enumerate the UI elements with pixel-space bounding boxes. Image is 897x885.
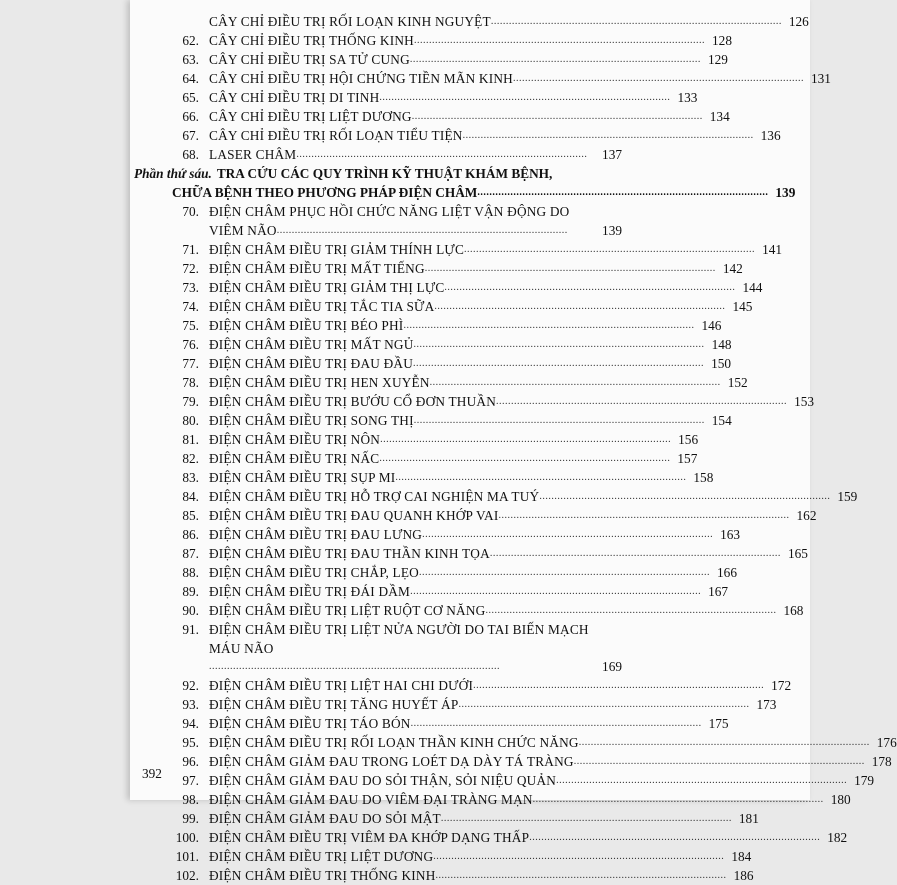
dot-leader: ................................................................................................. (556, 775, 848, 786)
dot-leader: ................................................................................................. (433, 851, 725, 862)
entry-title: ĐIỆN CHÂM ĐIỀU TRỊ TÁO BÓN (209, 716, 411, 731)
entry-title: ĐIỆN CHÂM ĐIỀU TRỊ THỐNG KINH (209, 868, 436, 883)
toc-entry (172, 563, 737, 582)
dot-leader: ................................................................................................. (440, 813, 732, 824)
entry-number: 65. (182, 90, 199, 105)
entry-number: 62. (182, 33, 199, 48)
dot-leader: ................................................................................................. (473, 680, 765, 691)
entry-title: ĐIỆN CHÂM ĐIỀU TRỊ MẤT TIẾNG (209, 261, 425, 276)
toc-entry (172, 695, 777, 714)
entry-page-number: 165 (787, 546, 808, 561)
dot-leader: ................................................................................................. (532, 794, 824, 805)
entry-page-number: 173 (756, 697, 777, 712)
entry-number: 66. (182, 109, 199, 124)
section-page-number: 139 (775, 185, 796, 200)
entry-number: 88. (182, 565, 199, 580)
entry-page-number: 169 (602, 659, 622, 674)
entry-number: 102. (175, 868, 199, 883)
toc-entry (172, 411, 732, 430)
entry-page-number: 182 (827, 830, 848, 845)
entry-number: 83. (182, 470, 199, 485)
entry-title: LASER CHÂM (209, 147, 297, 162)
toc-entry (172, 354, 732, 373)
dot-leader: ................................................................................................. (578, 737, 870, 748)
entry-page-number: 154 (711, 413, 732, 428)
dot-leader: ................................................................................................. (409, 54, 701, 65)
entry-title: ĐIỆN CHÂM ĐIỀU TRỊ NÔN (209, 432, 381, 447)
entry-title: ĐIỆN CHÂM ĐIỀU TRỊ HỖ TRỢ CAI NGHIỆN MA TUÝ (209, 489, 540, 504)
dot-leader: ................................................................................................. (489, 548, 781, 559)
entry-page-number: 172 (771, 678, 792, 693)
entry-page-number: 181 (738, 811, 759, 826)
toc-entry (172, 866, 754, 885)
dot-leader: ................................................................................................. (529, 832, 821, 843)
toc-entry (172, 601, 804, 620)
entry-page-number: 150 (711, 356, 732, 371)
dot-leader: ................................................................................................. (413, 358, 705, 369)
entry-number: 92. (182, 678, 199, 693)
entry-number: 90. (182, 603, 199, 618)
dot-leader: ................................................................................................. (462, 130, 754, 141)
toc-entry (172, 126, 781, 145)
entry-title: ĐIỆN CHÂM PHỤC HỒI CHỨC NĂNG LIỆT VẬN ĐỘNG DO (209, 204, 570, 219)
entry-number: 70. (182, 204, 199, 219)
entry-number: 73. (182, 280, 199, 295)
section-title-line1: TRA CỨU CÁC QUY TRÌNH KỸ THUẬT KHÁM BỆNH, (216, 166, 553, 181)
dot-leader: ................................................................................................. (477, 187, 769, 198)
toc-entry (172, 392, 815, 411)
entry-number: 76. (182, 337, 199, 352)
entry-title: ĐIỆN CHÂM ĐIỀU TRỊ GIẢM THỊ LỰC (209, 280, 445, 295)
entry-page-number: 148 (711, 337, 732, 352)
toc-entry (172, 544, 808, 563)
entry-number: 81. (182, 432, 199, 447)
entry-page-number: 156 (678, 432, 699, 447)
entry-title: ĐIỆN CHÂM ĐIỀU TRỊ LIỆT NỬA NGƯỜI DO TAI BIẾN MẠCH (209, 622, 589, 637)
entry-title: ĐIỆN CHÂM GIẢM ĐAU DO SỎI MẬT (209, 811, 441, 826)
entry-number: 94. (182, 716, 199, 731)
entry-page-number: 139 (602, 223, 622, 238)
dot-leader: ................................................................................................. (395, 472, 687, 483)
book-page (130, 0, 897, 883)
toc-entry (172, 373, 748, 392)
entry-page-number: 167 (708, 584, 729, 599)
dot-leader: ................................................................................................. (379, 92, 671, 103)
entry-title: ĐIỆN CHÂM ĐIỀU TRỊ BÉO PHÌ (209, 318, 404, 333)
entry-page-number: 144 (742, 280, 763, 295)
dot-leader: ................................................................................................. (485, 605, 777, 616)
entry-page-number: 159 (837, 489, 858, 504)
entry-title: ĐIỆN CHÂM ĐIỀU TRỊ RỐI LOẠN THẦN KINH CHỨC NĂNG (209, 735, 579, 750)
toc-entry (172, 12, 809, 31)
dot-leader: ................................................................................................. (209, 661, 500, 672)
toc-entry (172, 50, 728, 69)
dot-leader: ................................................................................................. (422, 529, 714, 540)
entry-number: 84. (182, 489, 199, 504)
entry-page-number: 184 (731, 849, 752, 864)
entry-title-continued: VIÊM NÃO (209, 223, 277, 238)
dot-leader: ................................................................................................. (413, 415, 705, 426)
entry-title: ĐIỆN CHÂM GIẢM ĐAU DO VIÊM ĐẠI TRÀNG MẠN (209, 792, 533, 807)
entry-page-number: 180 (830, 792, 851, 807)
toc-entry (172, 714, 729, 733)
toc-entry (172, 202, 622, 221)
entry-title: ĐIỆN CHÂM ĐIỀU TRỊ ĐÁI DẦM (209, 584, 411, 599)
toc-entry (172, 107, 730, 126)
section-heading (134, 164, 796, 202)
dot-leader: ................................................................................................. (296, 149, 588, 160)
toc-entry (172, 88, 698, 107)
entry-page-number: 166 (717, 565, 737, 580)
entry-number: 86. (182, 527, 199, 542)
dot-leader: ................................................................................................. (276, 225, 568, 236)
entry-page-number: 162 (796, 508, 817, 523)
entry-title: CÂY CHỈ ĐIỀU TRỊ HỘI CHỨNG TIỀN MÃN KINH (209, 71, 513, 86)
entry-number: 87. (182, 546, 199, 561)
dot-leader: ................................................................................................. (413, 35, 705, 46)
entry-page-number: 131 (810, 71, 831, 86)
entry-page-number: 176 (876, 735, 897, 750)
entry-title: ĐIỆN CHÂM ĐIỀU TRỊ GIẢM THÍNH LỰC (209, 242, 465, 257)
entry-page-number: 157 (677, 451, 698, 466)
dot-leader: ................................................................................................. (496, 396, 788, 407)
entry-page-number: 141 (762, 242, 783, 257)
toc-entry (172, 506, 817, 525)
entry-page-number: 142 (722, 261, 743, 276)
entry-page-number: 175 (708, 716, 729, 731)
entry-title: ĐIỆN CHÂM ĐIỀU TRỊ ĐAU THẦN KINH TỌA (209, 546, 490, 561)
entry-number: 91. (182, 622, 199, 637)
dot-leader: ................................................................................................. (490, 16, 782, 27)
entry-title: ĐIỆN CHÂM GIẢM ĐAU TRONG LOÉT DẠ DÀY TÁ TRÀNG (209, 754, 574, 769)
dot-leader: ................................................................................................. (410, 586, 702, 597)
entry-title: ĐIỆN CHÂM ĐIỀU TRỊ SONG THỊ (209, 413, 414, 428)
dot-leader: ................................................................................................. (464, 244, 756, 255)
entry-number: 89. (182, 584, 199, 599)
toc-entry (172, 620, 622, 639)
entry-number: 63. (182, 52, 199, 67)
entry-title: ĐIỆN CHÂM GIẢM ĐAU DO SỎI THẬN, SỎI NIỆU QUẢN (209, 773, 557, 788)
dot-leader: ................................................................................................. (498, 510, 790, 521)
entry-page-number: 158 (693, 470, 714, 485)
dot-leader: ................................................................................................. (539, 491, 831, 502)
entry-title: CÂY CHỈ ĐIỀU TRỊ RỐI LOẠN TIỂU TIỆN (209, 128, 463, 143)
entry-page-number: 134 (709, 109, 730, 124)
entry-title: ĐIỆN CHÂM ĐIỀU TRỊ NẤC (209, 451, 380, 466)
dot-leader: ................................................................................................. (403, 320, 695, 331)
entry-title: CÂY CHỈ ĐIỀU TRỊ RỐI LOẠN KINH NGUYỆT (209, 14, 491, 29)
entry-number: 80. (182, 413, 199, 428)
entry-page-number: 128 (712, 33, 732, 48)
entry-title: ĐIỆN CHÂM ĐIỀU TRỊ ĐAU ĐẦU (209, 356, 414, 371)
entry-page-number: 152 (727, 375, 748, 390)
toc-entry (172, 297, 753, 316)
entry-number: 98. (182, 792, 199, 807)
toc-entry (172, 316, 722, 335)
dot-leader: ................................................................................................. (573, 756, 865, 767)
toc-entry (172, 752, 892, 771)
section-prefix: Phần thứ sáu. (134, 166, 212, 181)
dot-leader: ................................................................................................. (458, 699, 750, 710)
entry-number: 85. (182, 508, 199, 523)
toc-entry (172, 240, 783, 259)
entry-title: ĐIỆN CHÂM ĐIỀU TRỊ LIỆT DƯƠNG (209, 849, 434, 864)
entry-title: ĐIỆN CHÂM ĐIỀU TRỊ TẮC TIA SỮA (209, 299, 435, 314)
toc-entry (172, 430, 699, 449)
toc-entry-continuation (172, 221, 622, 240)
entry-title: ĐIỆN CHÂM ĐIỀU TRỊ LIỆT HAI CHI DƯỚI (209, 678, 474, 693)
entry-number: 71. (182, 242, 199, 257)
entry-number: 101. (175, 849, 199, 864)
toc-entry (172, 771, 875, 790)
toc-entry (172, 790, 851, 809)
dot-leader: ................................................................................................. (512, 73, 804, 84)
dot-leader: ................................................................................................. (434, 301, 726, 312)
entry-number: 64. (182, 71, 199, 86)
dot-leader: ................................................................................................. (411, 111, 703, 122)
entry-title: CÂY CHỈ ĐIỀU TRỊ DI TINH (209, 90, 380, 105)
toc-entry (172, 809, 759, 828)
entry-number: 97. (182, 773, 199, 788)
entry-page-number: 153 (794, 394, 815, 409)
entry-page-number: 186 (733, 868, 754, 883)
entry-number: 75. (182, 318, 199, 333)
dot-leader: ................................................................................................. (444, 282, 736, 293)
section-title-line2: CHỮA BỆNH THEO PHƯƠNG PHÁP ĐIỆN CHÂM (172, 185, 478, 200)
toc-entry (172, 259, 743, 278)
toc-entry (172, 278, 763, 297)
entry-number: 100. (175, 830, 199, 845)
entry-title: CÂY CHỈ ĐIỀU TRỊ THỐNG KINH (209, 33, 414, 48)
entry-title: CÂY CHỈ ĐIỀU TRỊ LIỆT DƯƠNG (209, 109, 412, 124)
toc-entry (172, 449, 698, 468)
entry-page-number: 129 (707, 52, 728, 67)
entry-title: ĐIỆN CHÂM ĐIỀU TRỊ ĐAU LƯNG (209, 527, 423, 542)
entry-number: 77. (182, 356, 199, 371)
entry-page-number: 136 (760, 128, 781, 143)
entry-title: CÂY CHỈ ĐIỀU TRỊ SA TỬ CUNG (209, 52, 410, 67)
entry-title-continued: MÁU NÃO (209, 641, 274, 656)
toc-entry (172, 69, 831, 88)
entry-page-number: 133 (677, 90, 698, 105)
entry-title: ĐIỆN CHÂM ĐIỀU TRỊ BƯỚU CỔ ĐƠN THUẦN (209, 394, 497, 409)
entry-page-number: 179 (854, 773, 875, 788)
entry-number: 99. (182, 811, 199, 826)
entry-title: ĐIỆN CHÂM ĐIỀU TRỊ VIÊM ĐA KHỚP DẠNG THẤP (209, 830, 530, 845)
entry-number: 78. (182, 375, 199, 390)
entry-title: ĐIỆN CHÂM ĐIỀU TRỊ MẤT NGỦ (209, 337, 414, 352)
entry-title: ĐIỆN CHÂM ĐIỀU TRỊ HEN XUYỄN (209, 375, 430, 390)
toc-entry (172, 582, 729, 601)
entry-number: 67. (182, 128, 199, 143)
dot-leader: ................................................................................................. (424, 263, 716, 274)
entry-title: ĐIỆN CHÂM ĐIỀU TRỊ SỤP MI (209, 470, 396, 485)
entry-number: 96. (182, 754, 199, 769)
entry-title: ĐIỆN CHÂM ĐIỀU TRỊ LIỆT RUỘT CƠ NĂNG (209, 603, 486, 618)
dot-leader: ................................................................................................. (410, 718, 702, 729)
toc-entry (172, 676, 792, 695)
entry-number: 79. (182, 394, 199, 409)
entry-title: ĐIỆN CHÂM ĐIỀU TRỊ TĂNG HUYẾT ÁP (209, 697, 459, 712)
entry-page-number: 168 (783, 603, 804, 618)
entry-page-number: 145 (732, 299, 753, 314)
entry-page-number: 126 (788, 14, 809, 29)
dot-leader: ................................................................................................. (418, 567, 710, 578)
entry-title: ĐIỆN CHÂM ĐIỀU TRỊ CHẮP, LẸO (209, 565, 419, 580)
dot-leader: ................................................................................................. (429, 377, 721, 388)
page-number: 392 (142, 766, 162, 781)
entry-title: ĐIỆN CHÂM ĐIỀU TRỊ ĐAU QUANH KHỚP VAI (209, 508, 499, 523)
toc-entry-continuation (172, 639, 622, 658)
toc-entry (172, 31, 732, 50)
toc-entry (172, 335, 732, 354)
entry-number: 72. (182, 261, 199, 276)
entry-number: 95. (182, 735, 199, 750)
entry-number: 68. (182, 147, 199, 162)
toc-entry (172, 487, 858, 506)
entry-number: 74. (182, 299, 199, 314)
toc-entry (172, 525, 741, 544)
entry-page-number: 178 (871, 754, 892, 769)
entry-page-number: 146 (701, 318, 722, 333)
dot-leader: ................................................................................................. (380, 434, 672, 445)
toc-entry (172, 847, 752, 866)
entry-number: 93. (182, 697, 199, 712)
entry-number: 82. (182, 451, 199, 466)
toc-entry (172, 468, 714, 487)
dot-leader: ................................................................................................. (435, 870, 727, 881)
entry-page-number: 163 (720, 527, 741, 542)
toc-entry (172, 733, 897, 752)
entry-page-number: 137 (602, 147, 622, 162)
toc-entry (172, 145, 622, 164)
toc-entry-leader-line (172, 658, 622, 676)
dot-leader: ................................................................................................. (413, 339, 705, 350)
toc-entry (172, 828, 848, 847)
dot-leader: ................................................................................................. (379, 453, 671, 464)
